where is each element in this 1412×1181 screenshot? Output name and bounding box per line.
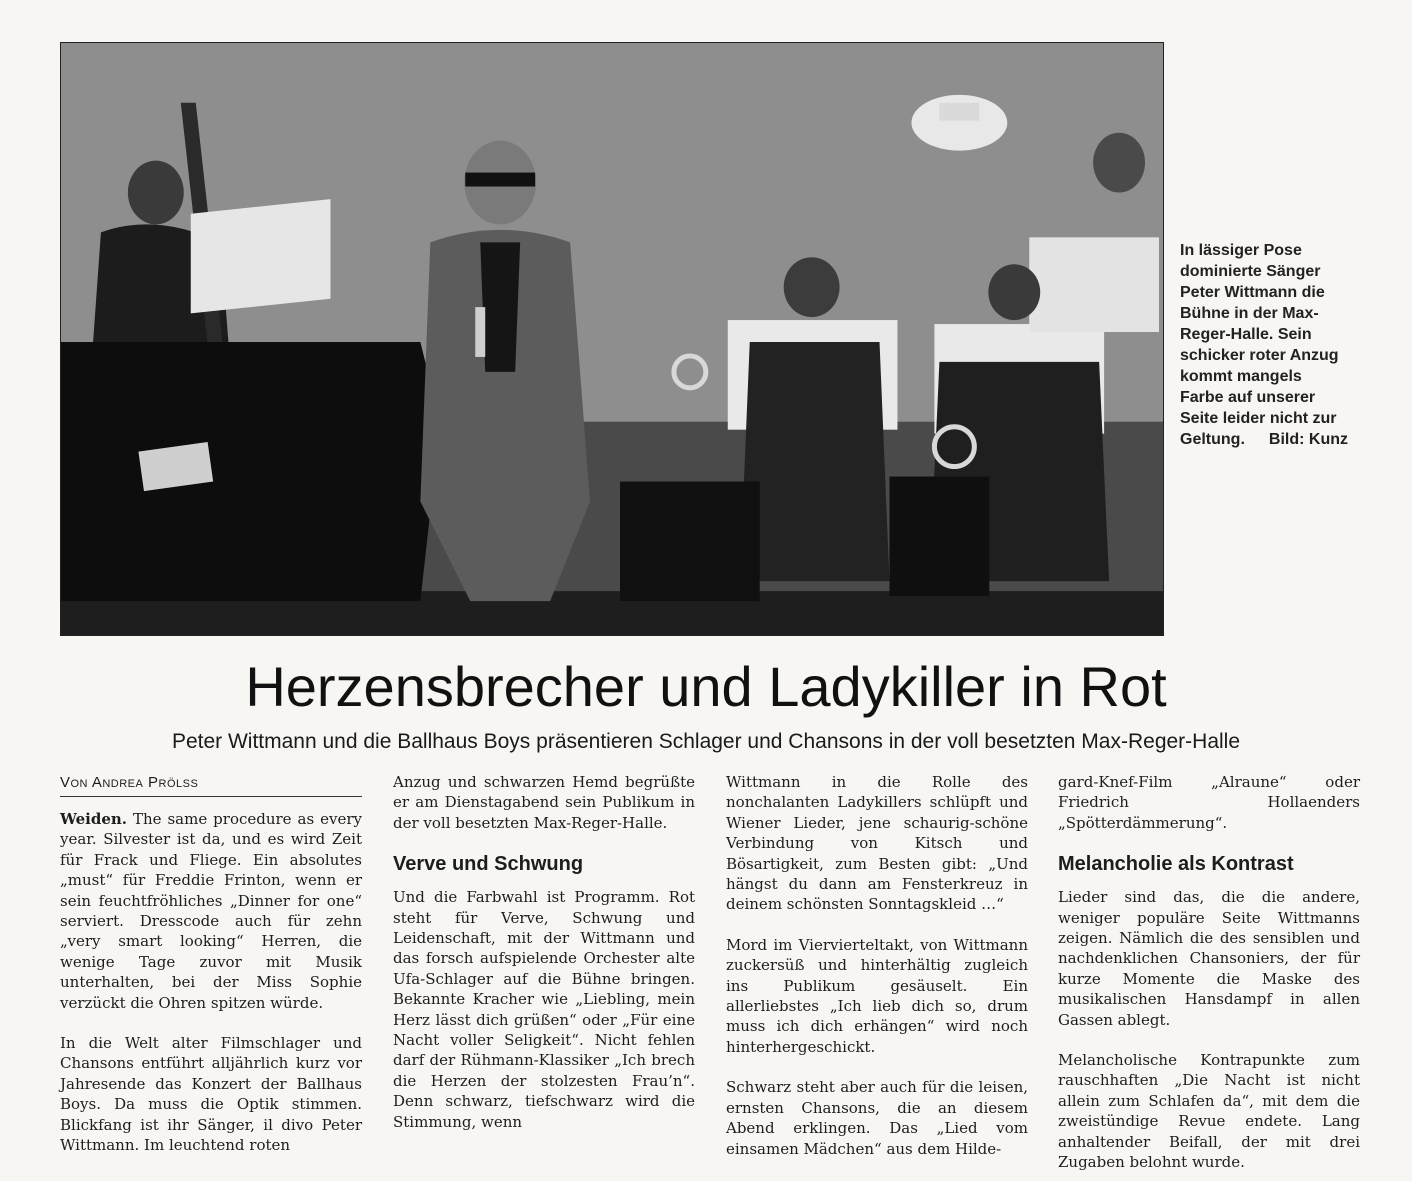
- paragraph: gard-Knef-Film „Alraune“ oder Friedrich Hollaenders „Spötterdämmerung“.: [1058, 773, 1360, 832]
- photo-credit: Bild: Kunz: [1268, 431, 1348, 448]
- caption-last-line: [1180, 429, 1370, 450]
- caption-line: Peter Wittmann die: [1180, 284, 1325, 301]
- paragraph: Mord im Viervierteltakt, von Wittmann zuckersüß und hinterhältig zugleich ins Publikum gesäuselt. Ein allerliebstes „Ich lieb dich so, drum muss ich dich erhängen“ wird noch hinterhergeschickt.: [726, 935, 1028, 1056]
- article-column-2: [393, 772, 695, 1132]
- paragraph: Wittmann in die Rolle des nonchalanten Ladykillers schlüpft und Wiener Lieder, jene schaurig-schöne Verbindung von Kitsch und Bösartigkeit, zum Besten gibt: „Und hängst du dann am Fensterkreuz in deinem schönsten Sonntagskleid …“: [726, 773, 1028, 914]
- byline: Von Andrea Prölss: [60, 772, 362, 797]
- concert-photo: [60, 42, 1164, 636]
- caption-line: Reger-Halle. Sein: [1180, 326, 1312, 343]
- paragraph: Melancholische Kontrapunkte zum rauschhaften „Die Nacht ist nicht allein zum Schlafen da“, mit dem die zweistündige Revue endete. Lang anhaltender Beifall, der mit drei Zugaben belohnt wurde.: [1058, 1051, 1360, 1172]
- paragraph: [60, 809, 362, 1013]
- dateline: Weiden.: [60, 810, 128, 828]
- caption-line: kommt mangels: [1180, 368, 1302, 385]
- photo-caption: [1180, 240, 1370, 450]
- caption-line: Geltung.: [1180, 431, 1245, 448]
- headline: Herzensbrecher und Ladykiller in Rot: [245, 655, 1167, 718]
- caption-line: dominierte Sänger: [1180, 263, 1321, 280]
- paragraph: Und die Farbwahl ist Programm. Rot steht für Verve, Schwung und Leidenschaft, mit der Wittmann und das forsch aufspielende Orchester alte Ufa-Schlager auf die Bühne bringen. Bekannte Kracher wie „Liebling, mein Herz lässt dich grüßen“ oder „Für eine Nacht voller Seligkeit“. Nicht fehlen darf der Rühmann-Klassiker „Ich brech die Herzen der stolzesten Frau’n“. Denn schwarz, tiefschwarz wird die Stimmung, wenn: [393, 888, 695, 1131]
- caption-line: Bühne in der Max-: [1180, 305, 1319, 322]
- caption-line: schicker roter Anzug: [1180, 347, 1339, 364]
- article-column-1: [60, 772, 362, 1156]
- concert-photo-illustration: [61, 43, 1163, 635]
- caption-line: In lässiger Pose: [1180, 242, 1302, 259]
- subheadline: Peter Wittmann und die Ballhaus Boys präsentieren Schlager und Chansons in der voll besetzten Max-Reger-Halle: [171, 730, 1241, 753]
- paragraph: In die Welt alter Filmschlager und Chansons entführt alljährlich kurz vor Jahresende das Konzert der Ballhaus Boys. Da muss die Optik stimmen. Blickfang ist ihr Sänger, il divo Peter Wittmann. Im leuchtend roten: [60, 1034, 362, 1155]
- paragraph: Schwarz steht aber auch für die leisen, ernsten Chansons, die an diesem Abend erklingen. Das „Lied vom einsamen Mädchen“ aus dem Hilde-: [726, 1078, 1028, 1158]
- paragraph-text: The same procedure as every year. Silvester ist da, und es wird Zeit für Frack und Fliege. Ein absolutes „must“ für Freddie Frinton, wenn er sein feuchtfröhliches „Dinner for one“ serviert. Dresscode auch für zehn „very smart looking“ Herren, die wenige Tage zuvor mit Musik unterhalten, bei der Miss Sophie verzückt die Ohren spitzen würde.: [60, 810, 362, 1012]
- caption-line: Seite leider nicht zur: [1180, 410, 1337, 427]
- article-column-3: [726, 772, 1028, 1159]
- section-heading: Verve und Schwung: [393, 853, 584, 876]
- caption-line: Farbe auf unserer: [1180, 389, 1316, 406]
- paragraph: Anzug und schwarzen Hemd begrüßte er am Dienstagabend sein Publikum in der voll besetzten Max-Reger-Halle.: [393, 773, 695, 832]
- paragraph: Lieder sind das, die die andere, weniger populäre Seite Wittmanns zeigen. Nämlich die des sensiblen und nachdenklichen Chansoniers, der für kurze Momente die Maske des musikalischen Hansdampf in allen Gassen ablegt.: [1058, 888, 1360, 1029]
- section-heading: Melancholie als Kontrast: [1058, 853, 1294, 876]
- article-column-4: [1058, 772, 1360, 1173]
